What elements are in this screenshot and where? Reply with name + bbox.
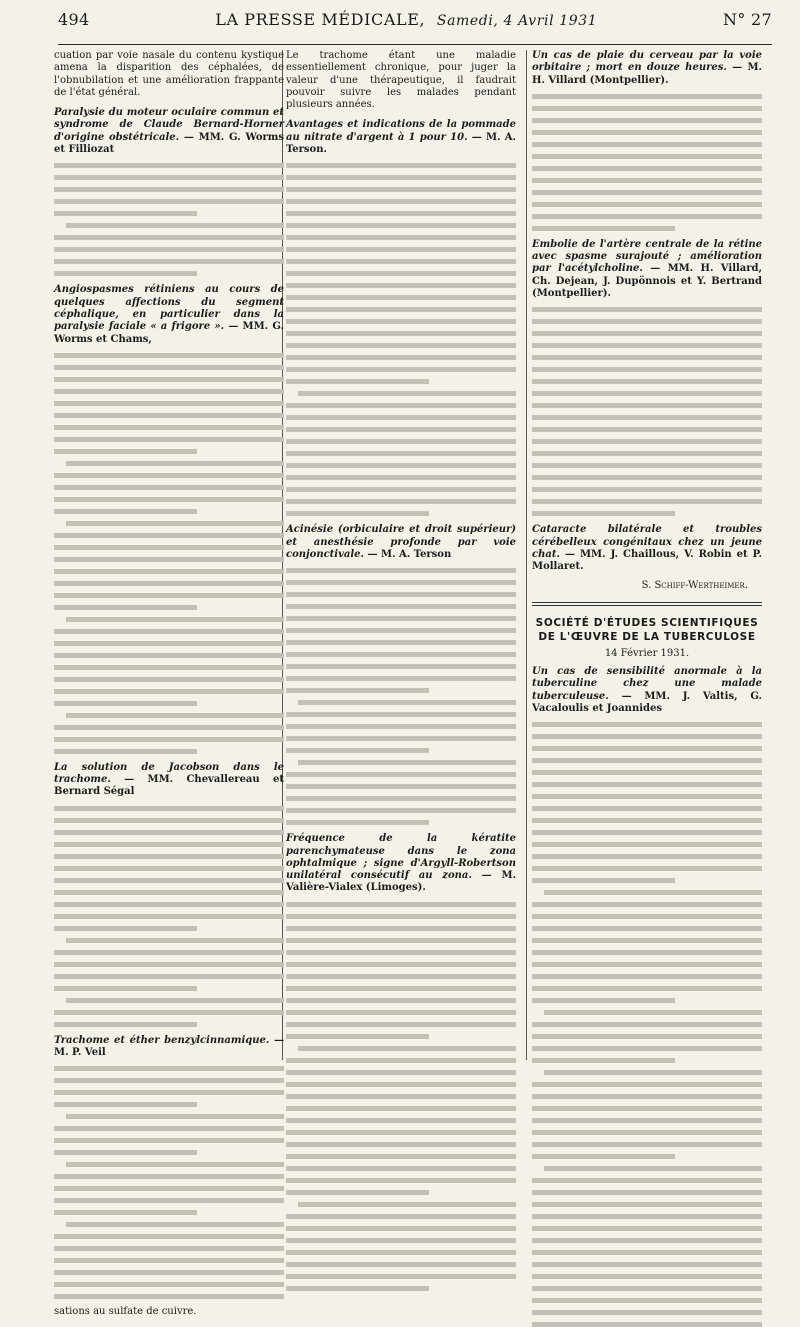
text-block — [286, 568, 516, 693]
text-block — [532, 1010, 762, 1063]
text-block — [54, 461, 284, 514]
text-block — [54, 223, 284, 276]
article-authors: — MM. H. Villard, Ch. Dejean, J. Dupönnois et Y. Bertrand (Montpellier). — [532, 263, 763, 300]
text-block — [532, 307, 762, 516]
article-authors: — MM. Chevallereau et Bernard Ségal — [54, 774, 284, 798]
article-authors: — M. P. Veil — [54, 1034, 284, 1059]
text-block — [286, 902, 516, 1039]
text-block — [54, 1066, 284, 1107]
issue-date: Samedi, 4 Avril 1931 — [436, 13, 598, 29]
text-block — [54, 806, 284, 931]
journal-name: LA PRESSE MÉDICALE, — [215, 10, 426, 29]
text-block — [286, 163, 516, 384]
section-divider — [532, 602, 762, 606]
text-block — [532, 1070, 762, 1159]
text-block — [286, 700, 516, 753]
article-authors: — M. H. Villard (Montpellier). — [532, 62, 763, 86]
article-heading: La solution de Jacobson dans le trachome. — MM. Chevallereau et Bernard Ségal — [54, 761, 284, 798]
article-heading: Acinésie (orbiculaire et droit supérieur) et anesthésie profonde par voie conjonctivale. — M. A. Terson — [286, 524, 516, 560]
author-signature: S. Schiff-Wertheimer. — [641, 579, 748, 591]
text-block — [286, 1046, 516, 1195]
article-authors: — MM. J. Valtis, G. Vacaloulis et Joannides — [532, 690, 763, 715]
article-heading: Avantages et indications de la pommade au nitrate d'argent à 1 pour 10. — M. A. Terson. — [286, 119, 516, 156]
running-title — [215, 10, 597, 29]
text-block — [286, 760, 516, 825]
article-authors: — M. A. Terson. — [286, 131, 516, 156]
article-authors: — MM. G. Worms et Filliozat — [54, 131, 285, 156]
paragraph: Le trachome étant une maladie essentiellement chronique, pour juger la valeur d'une thérapeutique, il faudrait pouvoir suivre les malades pendant plusieurs années. — [286, 50, 516, 111]
section-date: 14 Février 1931. — [604, 647, 690, 659]
article-heading: Cataracte bilatérale et troubles cérébelleux congénitaux chez un jeune chat. — MM. J. Chaillous, V. Robin et P. Mollaret. — [532, 524, 762, 573]
page-header — [58, 10, 772, 45]
text-block — [286, 391, 516, 516]
article-authors: — M. A. Terson — [367, 548, 452, 560]
article-authors: — MM. G. Worms et Chams, — [54, 321, 285, 345]
text-block — [54, 938, 284, 991]
text-block — [54, 713, 284, 754]
text-block — [286, 1202, 516, 1291]
article-heading: Un cas de sensibilité anormale à la tuberculine chez une malade tuberculeuse. — MM. J. Valtis, G. Vacaloulis et Joannides — [532, 666, 763, 715]
article-heading: Trachome et éther benzylcinnamique. — M. P. Veil — [54, 1034, 284, 1059]
text-block — [54, 1114, 284, 1155]
paragraph: cuation par voie nasale du contenu kystique amena la disparition des céphalées, de l'obnubilation et une amélioration frappante de l'état général. — [54, 50, 284, 98]
issue-number: N° 27 — [723, 10, 772, 29]
text-block — [54, 521, 284, 610]
text-block — [54, 163, 284, 216]
text-block — [54, 998, 284, 1027]
text-block — [532, 94, 762, 231]
article-heading: Fréquence de la kératite parenchymateuse dans le zona ophtalmique ; signe d'Argyll-Robertson unilatéral consécutif au zona. — M. Valière-Vialex (Limoges). — [286, 833, 516, 894]
article-authors: — MM. J. Chaillous, V. Robin et P. Mollaret. — [532, 548, 762, 573]
text-block — [54, 617, 284, 706]
article-heading: Embolie de l'artère centrale de la rétine avec spasme surajouté ; amélioration par l'acétylcholine. — MM. H. Villard, Ch. Dejean, J. Dupönnois et Y. Bertrand (Montpellier). — [532, 238, 763, 300]
column-rule — [526, 50, 527, 1060]
text-block — [54, 1162, 284, 1215]
article-heading: Un cas de plaie du cerveau par la voie orbitaire ; mort en douze heures. — M. H. Villard (Montpellier). — [532, 50, 763, 86]
article-authors: — M. Valière-Vialex (Limoges). — [286, 870, 516, 894]
text-block — [54, 353, 284, 454]
section-title: SOCIÉTÉ D'ÉTUDES SCIENTIFIQUES DE L'ŒUVRE DE LA TUBERCULOSE — [535, 616, 759, 643]
text-column-2 — [286, 50, 516, 1080]
article-heading: Angiospasmes rétiniens au cours de quelques affections du segment céphalique, en particulier dans la paralysie faciale « a frigore ». — MM. G. Worms et Chams, — [54, 284, 285, 345]
page-number: 494 — [58, 10, 90, 29]
text-block — [532, 1166, 762, 1327]
text-block — [532, 722, 762, 883]
paragraph: sations au sulfate de cuivre. — [54, 1306, 197, 1318]
text-block — [54, 1222, 284, 1299]
article-heading: Paralysie du moteur oculaire commun et syndrome de Claude Bernard-Horner d'origine obstétricale. — MM. G. Worms et Filliozat — [54, 107, 285, 156]
text-column-3 — [532, 50, 762, 1080]
text-block — [532, 890, 762, 1003]
text-column-1 — [54, 50, 285, 1318]
